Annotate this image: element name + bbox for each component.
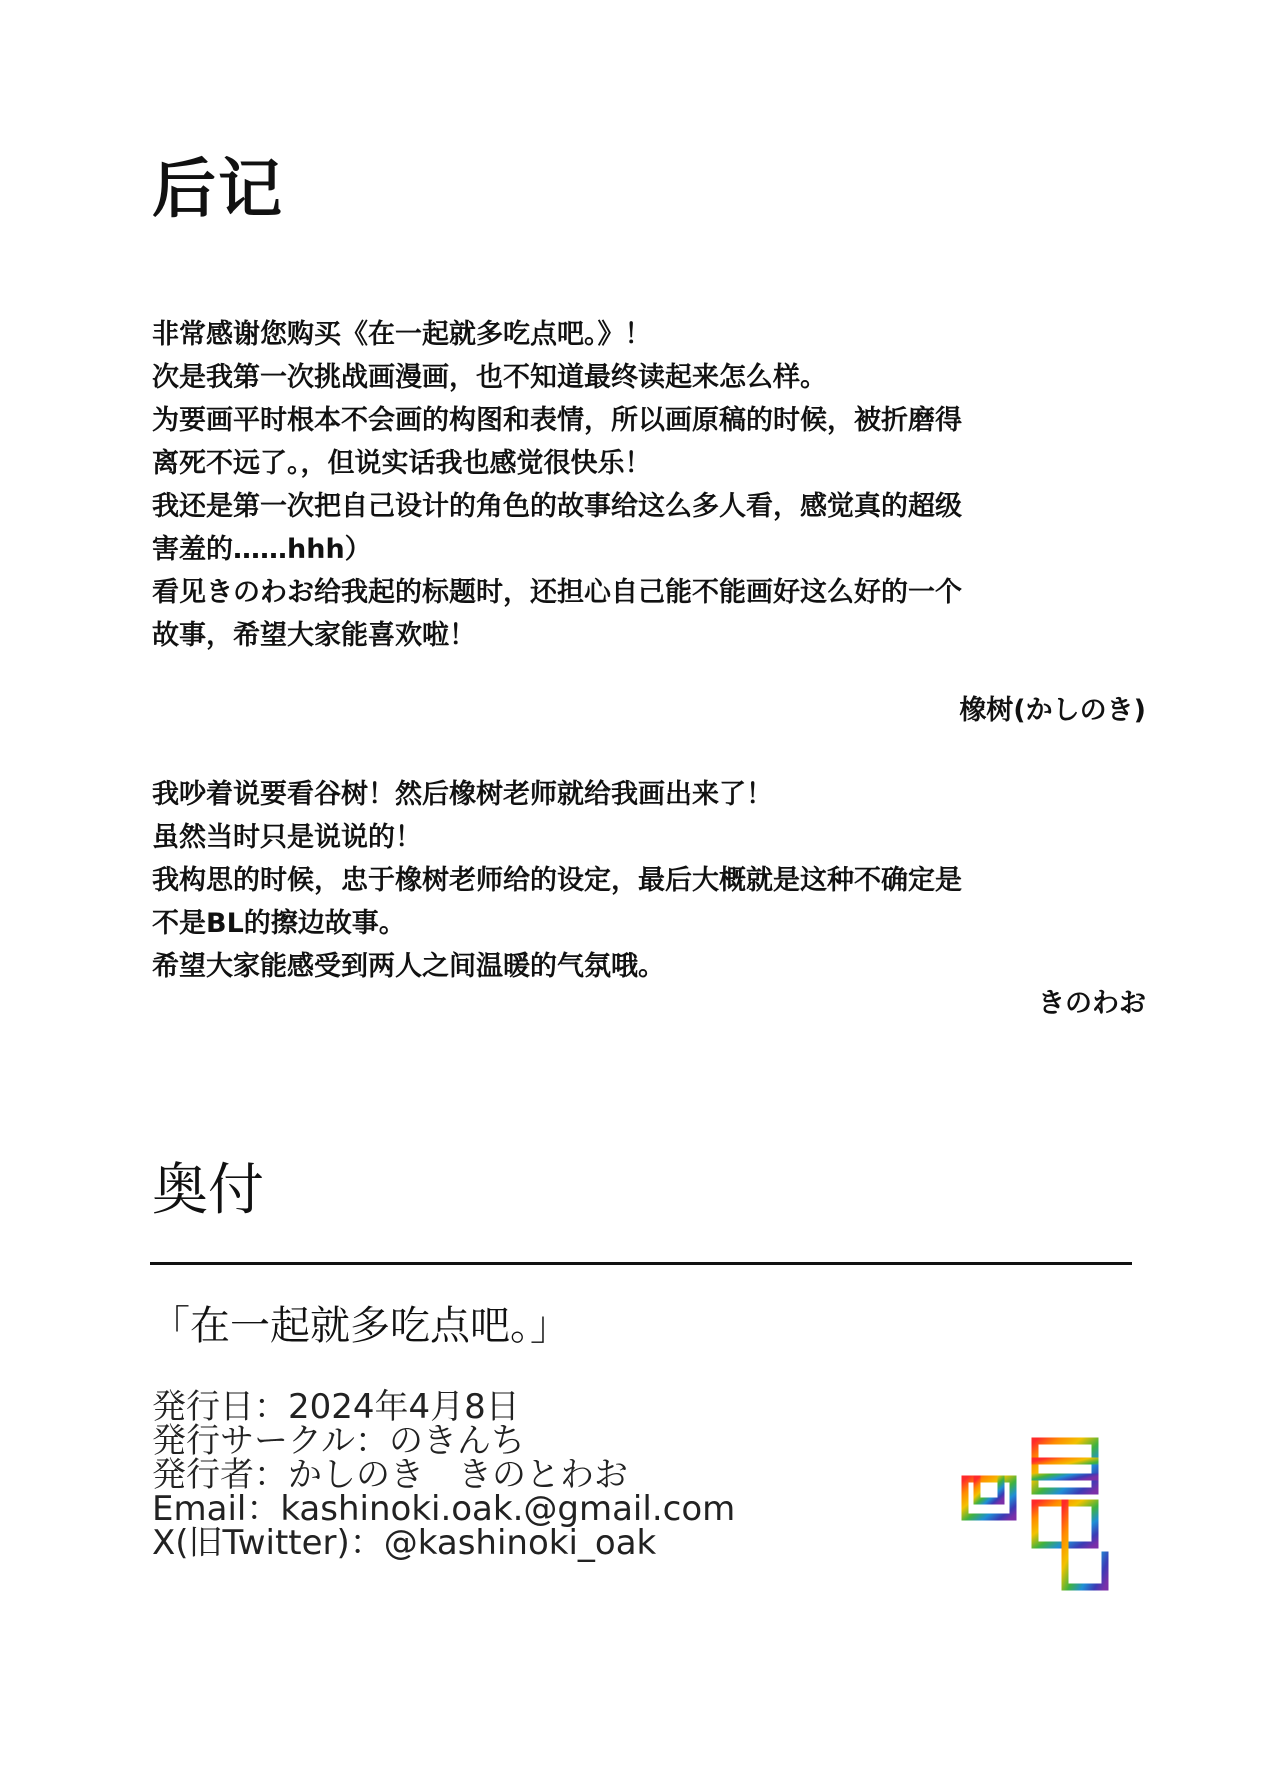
text-line: 为要画平时根本不会画的构图和表情，所以画原稿的时候，被折磨得: [152, 405, 962, 436]
text-line: 次是我第一次挑战画漫画，也不知道最终读起来怎么样。: [152, 362, 827, 393]
text-line: 希望大家能感受到两人之间温暖的气氛哦。: [152, 951, 665, 982]
signature-kashinoki: 橡树(かしのき): [959, 695, 1146, 726]
text-line: 虽然当时只是说说的！: [152, 822, 422, 853]
logo-stroke: [1035, 1461, 1095, 1477]
afterword-paragraph-2: [152, 773, 1142, 988]
signature-kinowao: きのわお: [1038, 988, 1146, 1019]
divider: [150, 1262, 1132, 1265]
book-title: 「在一起就多吃点吧。」: [150, 1303, 570, 1349]
text-line: 我还是第一次把自己设计的角色的故事给这么多人看，感觉真的超级: [152, 491, 962, 522]
text-line: 害羞的……hhh）: [152, 534, 372, 565]
twitter-handle: X(旧Twitter)：@kashinoki_oak: [152, 1523, 657, 1563]
publish-date: 発行日：2024年4月8日: [152, 1387, 520, 1427]
text-line: 我构思的时候，忠于橡树老师给的设定，最后大概就是这种不确定是: [152, 865, 962, 896]
text-line: 离死不远了。，但说实话我也感觉很快乐！: [152, 448, 652, 479]
publishing-circle: 発行サークル：のきんち: [152, 1421, 525, 1461]
text-line: 我吵着说要看谷树！然后橡树老师就给我画出来了！: [152, 779, 773, 810]
afterword-title: 后记: [152, 153, 284, 227]
publisher: 発行者：かしのき きのとわお: [152, 1455, 628, 1495]
text-line: 非常感谢您购买《在一起就多吃点吧。》！: [152, 319, 652, 350]
circle-logo: [955, 1427, 1117, 1603]
text-line: 故事，希望大家能喜欢啦！: [152, 620, 476, 651]
text-line: 不是BL的擦边故事。: [152, 908, 406, 939]
text-line: 看见きのわお给我起的标题时，还担心自己能不能画好这么好的一个: [152, 577, 962, 608]
email: Email：kashinoki.oak.@gmail.com: [152, 1489, 736, 1529]
colophon-info: [152, 1387, 736, 1563]
logo-stroke: [1035, 1441, 1095, 1491]
colophon-title: 奥付: [152, 1158, 264, 1223]
afterword-paragraph-1: [152, 313, 1142, 657]
